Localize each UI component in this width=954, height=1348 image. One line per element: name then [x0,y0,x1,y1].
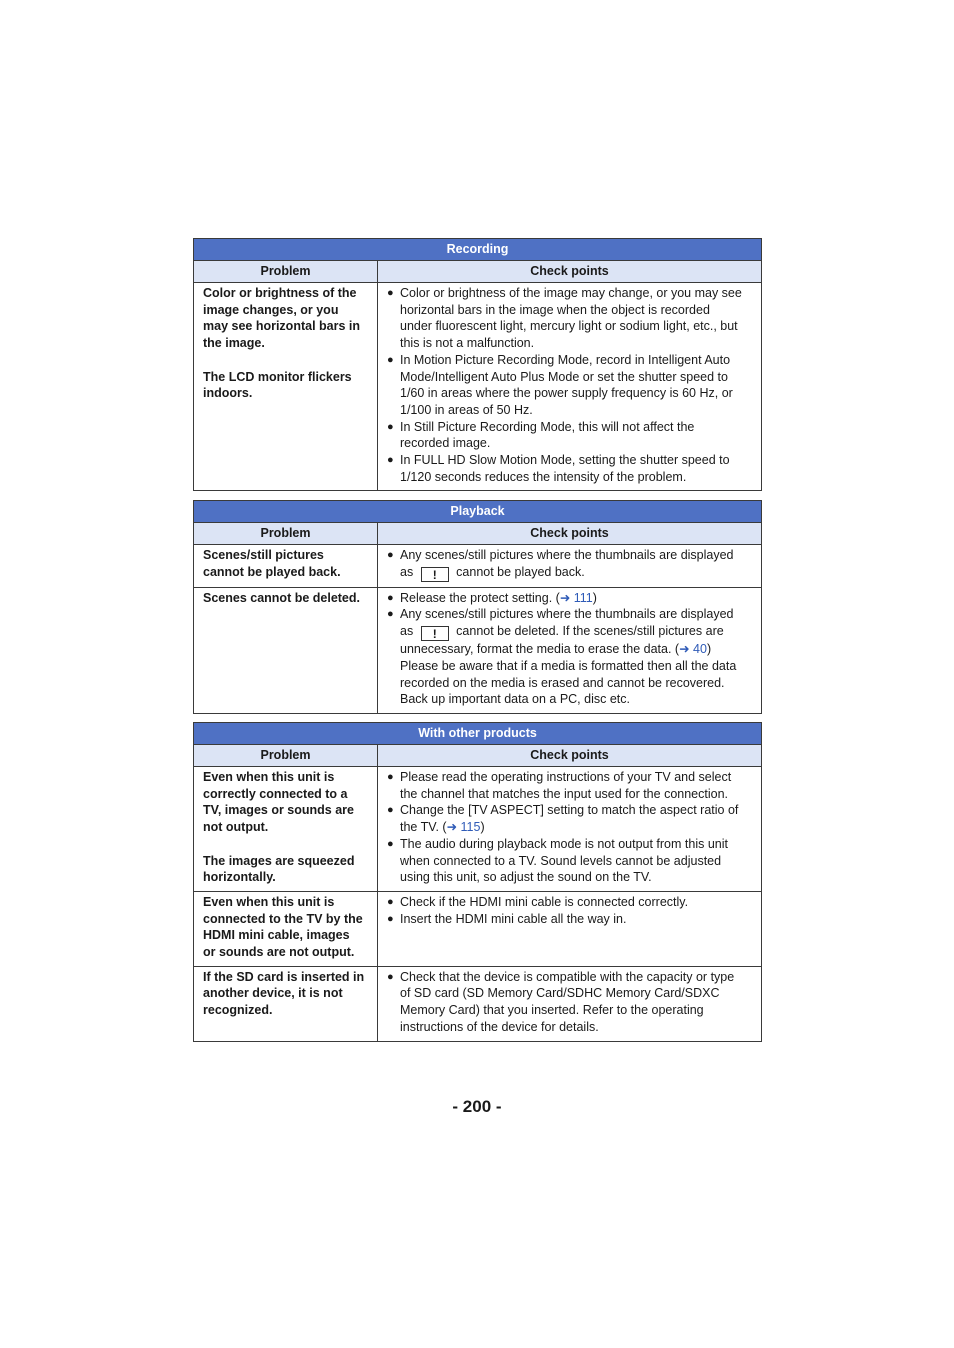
problem-text: TV, images or sounds are [203,803,354,818]
check-text: recorded image. [400,436,491,451]
check-points-cell [378,545,762,588]
bullet-icon: ● [387,287,394,299]
check-text: using this unit, so adjust the sound on the TV. [400,870,652,885]
check-item [386,836,753,886]
check-item [386,911,753,928]
problem-cell [194,767,378,892]
check-item [386,606,753,708]
problem-cell [194,283,378,491]
page-reference-link[interactable]: ➜ 111 [559,590,593,605]
check-text: Change the [TV ASPECT] setting to match the aspect ratio of [400,803,739,818]
check-text: Insert the HDMI mini cable all the way in. [400,911,627,926]
check-text: as ! cannot be deleted. If the scenes/still pictures are [400,624,724,642]
check-list [386,285,753,485]
bullet-icon: ● [387,549,394,561]
problem-text: or sounds are not output. [203,945,355,960]
bullet-icon: ● [387,353,394,366]
bullet-icon: ● [387,608,394,621]
check-points-cell [378,891,762,966]
check-list [386,894,753,927]
check-text: unnecessary, format the media to erase the data. (➜ 40) [400,642,712,657]
check-text: 1/100 in areas of 50 Hz. [400,402,533,417]
check-text: Release the protect setting. (➜ 111) [400,590,597,605]
problem-text: The images are squeezed [203,853,355,868]
paragraph-gap [203,836,371,853]
check-text: Check if the HDMI mini cable is connected correctly. [400,894,689,909]
check-list [386,590,753,708]
check-text: this is not a malfunction. [400,336,535,351]
problem-text: horizontally. [203,870,276,885]
bullet-icon: ● [387,970,394,983]
problem-cell [194,891,378,966]
check-text: Color or brightness of the image may change, or you may see [400,286,742,300]
problem-text: Even when this unit is [203,894,335,909]
column-header-check-points: Check points [378,745,762,767]
problem-text: HDMI mini cable, images [203,928,350,943]
problem-cell [194,966,378,1041]
bullet-icon: ● [387,420,394,433]
section-title: Recording [194,239,762,261]
check-text: Mode/Intelligent Auto Plus Mode or set the shutter speed to [400,369,728,384]
check-item [386,969,753,1036]
problem-text: If the SD card is inserted in [203,969,365,984]
check-text: In FULL HD Slow Motion Mode, setting the shutter speed to [400,453,730,468]
check-text: Check that the device is compatible with the capacity or type [400,969,735,984]
exclamation-box-icon: ! [421,626,449,641]
problem-text: Even when this unit is [203,770,335,784]
check-text: as ! cannot be played back. [400,564,585,582]
check-text: Please be aware that if a media is formatted then all the data [400,658,737,673]
problem-text: The LCD monitor flickers [203,369,352,384]
column-header-problem: Problem [194,523,378,545]
section-title: Playback [194,501,762,523]
column-header-check-points: Check points [378,523,762,545]
table-row [194,283,762,491]
check-item [386,590,753,607]
check-item [386,452,753,485]
recording-table [193,238,762,491]
check-text: instructions of the device for details. [400,1019,599,1034]
check-text: when connected to a TV. Sound levels cannot be adjusted [400,853,722,868]
check-text: of SD card (SD Memory Card/SDHC Memory Card/SDXC [400,986,720,1001]
check-item [386,547,753,582]
column-header-problem: Problem [194,261,378,283]
check-points-cell [378,283,762,491]
bullet-icon: ● [387,771,394,783]
check-item [386,285,753,352]
check-points-cell [378,767,762,892]
check-text: In Motion Picture Recording Mode, record in Intelligent Auto [400,352,731,367]
table-row [194,891,762,966]
check-text: the TV. (➜ 115) [400,820,485,835]
check-item [386,894,753,911]
check-text: the channel that matches the input used for the connection. [400,786,728,801]
bullet-icon: ● [387,895,394,908]
check-text: 1/60 in areas where the power supply frequency is 60 Hz, or [400,386,733,401]
problem-text: indoors. [203,386,253,401]
problem-cell [194,587,378,713]
check-text: Back up important data on a PC, disc etc. [400,692,630,707]
check-list [386,769,753,886]
table-row [194,767,762,892]
check-text: Please read the operating instructions of your TV and select [400,770,732,784]
check-item [386,769,753,802]
page-number: - 200 - [452,1097,502,1116]
check-text: The audio during playback mode is not output from this unit [400,836,728,851]
column-header-problem: Problem [194,745,378,767]
problem-cell [194,545,378,588]
bullet-icon: ● [387,454,394,467]
problem-text: Color or brightness of the [203,286,357,300]
check-item [386,802,753,835]
check-text: horizontal bars in the image when the object is recorded [400,302,710,317]
section-title: With other products [194,723,762,745]
table-row [194,545,762,588]
column-header-check-points: Check points [378,261,762,283]
check-list [386,969,753,1036]
check-text: Memory Card) that you inserted. Refer to the operating [400,1003,704,1018]
check-points-cell [378,587,762,713]
check-list [386,547,753,582]
check-text: 1/120 seconds reduces the intensity of the problem. [400,469,687,484]
playback-table [193,500,762,714]
problem-text: correctly connected to a [203,786,348,801]
problem-text: Scenes cannot be deleted. [203,590,360,605]
bullet-icon: ● [387,837,394,850]
check-text: Any scenes/still pictures where the thumbnails are displayed [400,607,734,622]
table-row [194,966,762,1041]
page-reference-link[interactable]: ➜ 115 [446,820,481,835]
problem-text: another device, it is not [203,986,343,1001]
check-points-cell [378,966,762,1041]
exclamation-box-icon: ! [421,567,449,582]
problem-text: not output. [203,820,269,835]
check-text: under fluorescent light, mercury light or sodium light, etc., but [400,319,738,334]
page-reference-link[interactable]: ➜ 40 [679,642,707,657]
problem-text: cannot be played back. [203,564,341,579]
bullet-icon: ● [387,591,394,604]
problem-text: connected to the TV by the [203,911,363,926]
problem-text: the image. [203,336,265,351]
check-item [386,352,753,419]
check-text: In Still Picture Recording Mode, this will not affect the [400,419,695,434]
check-item [386,419,753,452]
check-text: Any scenes/still pictures where the thumbnails are displayed [400,548,734,562]
problem-text: recognized. [203,1003,273,1018]
problem-text: image changes, or you [203,302,339,317]
check-text: recorded on the media is erased and cannot be recovered. [400,675,725,690]
problem-text: Scenes/still pictures [203,548,324,562]
other-products-table [193,722,762,1042]
table-row [194,587,762,713]
bullet-icon: ● [387,804,394,817]
bullet-icon: ● [387,912,394,925]
problem-text: may see horizontal bars in [203,319,360,334]
paragraph-gap [203,352,371,369]
